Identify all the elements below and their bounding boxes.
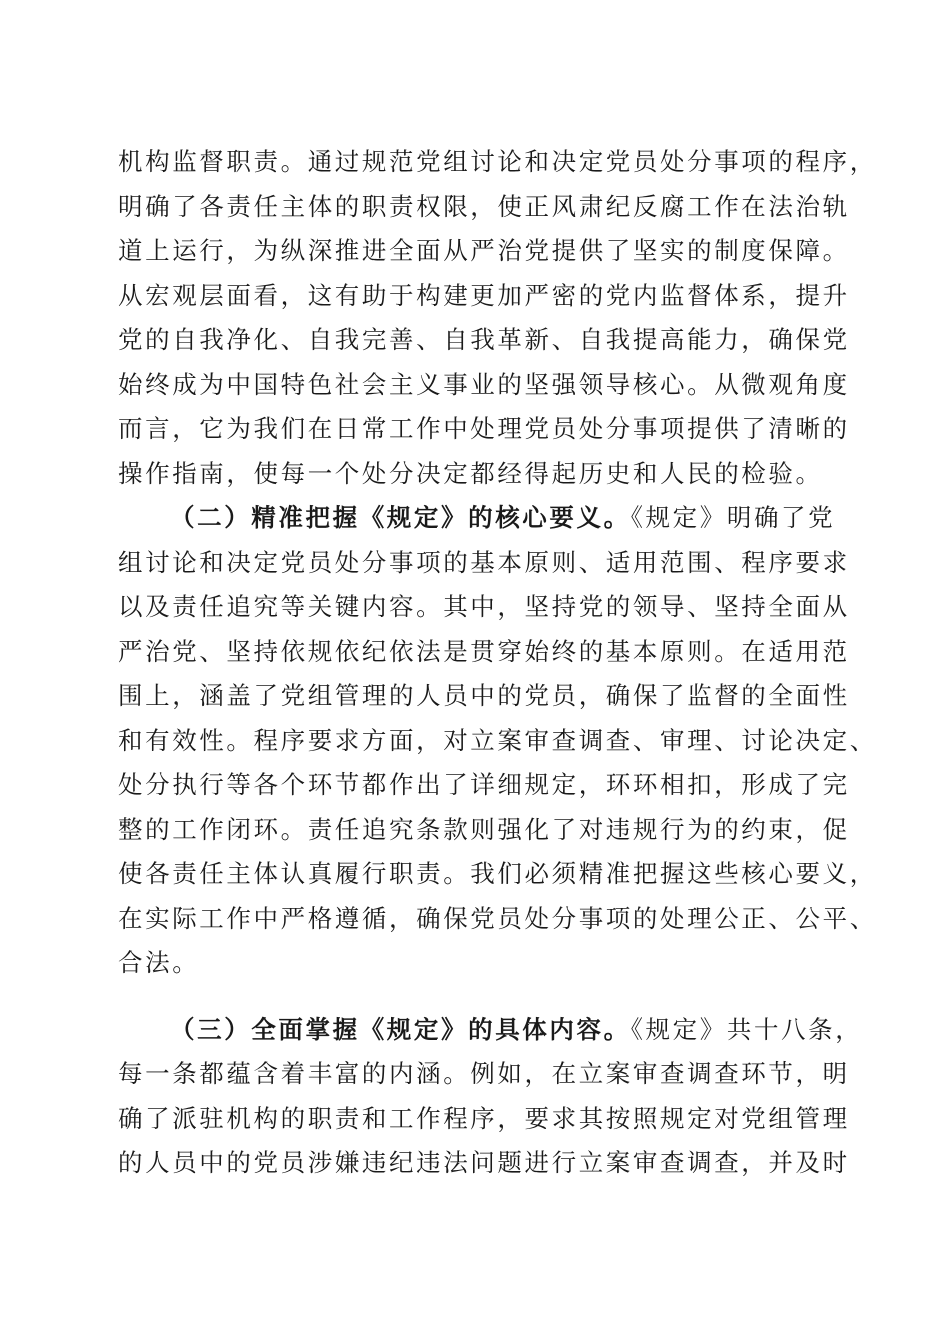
paragraph-line: 而言，它为我们在日常工作中处理党员处分事项提供了清晰的 bbox=[118, 414, 850, 443]
section-heading: （二）精准把握《规定》的核心要义。 bbox=[170, 503, 631, 532]
paragraph-line: 机构监督职责。通过规范党组讨论和决定党员处分事项的程序， bbox=[118, 147, 877, 176]
paragraph-line: 以及责任追究等关键内容。其中，坚持党的领导、坚持全面从 bbox=[118, 592, 850, 621]
paragraph-first-line bbox=[118, 496, 838, 541]
paragraph-line: 党的自我净化、自我完善、自我革新、自我提高能力，确保党 bbox=[118, 325, 850, 354]
paragraph-3 bbox=[118, 1008, 863, 1186]
paragraph-line: 严治党、坚持依规依纪依法是贯穿始终的基本原则。在适用范 bbox=[118, 636, 850, 666]
paragraph-line: 明确了各责任主体的职责权限，使正风肃纪反腐工作在法治轨 bbox=[118, 191, 850, 221]
paragraph-line: 合法。 bbox=[118, 948, 200, 977]
document-body bbox=[118, 140, 877, 1186]
paragraph-line: 每一条都蕴含着丰富的内涵。例如，在立案审查调查环节，明 bbox=[118, 1059, 850, 1088]
paragraph-line: 整的工作闭环。责任追究条款则强化了对违规行为的约束，促 bbox=[118, 814, 850, 844]
paragraph-line: 组讨论和决定党员处分事项的基本原则、适用范围、程序要求 bbox=[118, 547, 850, 577]
paragraph-line: 从宏观层面看，这有助于构建更加严密的党内监督体系，提升 bbox=[118, 280, 850, 310]
paragraph-line: 使各责任主体认真履行职责。我们必须精准把握这些核心要义， bbox=[118, 859, 877, 888]
paragraph-1 bbox=[118, 140, 877, 496]
paragraph-line: 处分执行等各个环节都作出了详细规定，环环相扣，形成了完 bbox=[118, 770, 850, 799]
paragraph-line: 围上，涵盖了党组管理的人员中的党员，确保了监督的全面性 bbox=[118, 681, 850, 710]
section-heading: （三）全面掌握《规定》的具体内容。 bbox=[170, 1014, 631, 1044]
paragraph-spacer bbox=[118, 986, 838, 1008]
paragraph-line: 确了派驻机构的职责和工作程序，要求其按照规定对党组管理 bbox=[118, 1103, 850, 1133]
paragraph-line: 始终成为中国特色社会主义事业的坚强领导核心。从微观角度 bbox=[118, 369, 850, 399]
paragraph-2 bbox=[118, 496, 877, 986]
heading-trailing-text: 《规定》明确了党 bbox=[630, 503, 836, 532]
paragraph-line: 的人员中的党员涉嫌违纪违法问题进行立案审查调查，并及时 bbox=[118, 1148, 850, 1177]
paragraph-line: 道上运行，为纵深推进全面从严治党提供了坚实的制度保障。 bbox=[118, 236, 850, 265]
paragraph-first-line bbox=[118, 1008, 863, 1053]
paragraph-line: 和有效性。程序要求方面，对立案审查调查、审理、讨论决定、 bbox=[118, 725, 877, 755]
heading-trailing-text: 《规定》共十八条， bbox=[630, 1014, 863, 1044]
paragraph-line: 操作指南，使每一个处分决定都经得起历史和人民的检验。 bbox=[118, 458, 823, 488]
paragraph-line: 在实际工作中严格遵循，确保党员处分事项的处理公正、公平、 bbox=[118, 903, 877, 933]
